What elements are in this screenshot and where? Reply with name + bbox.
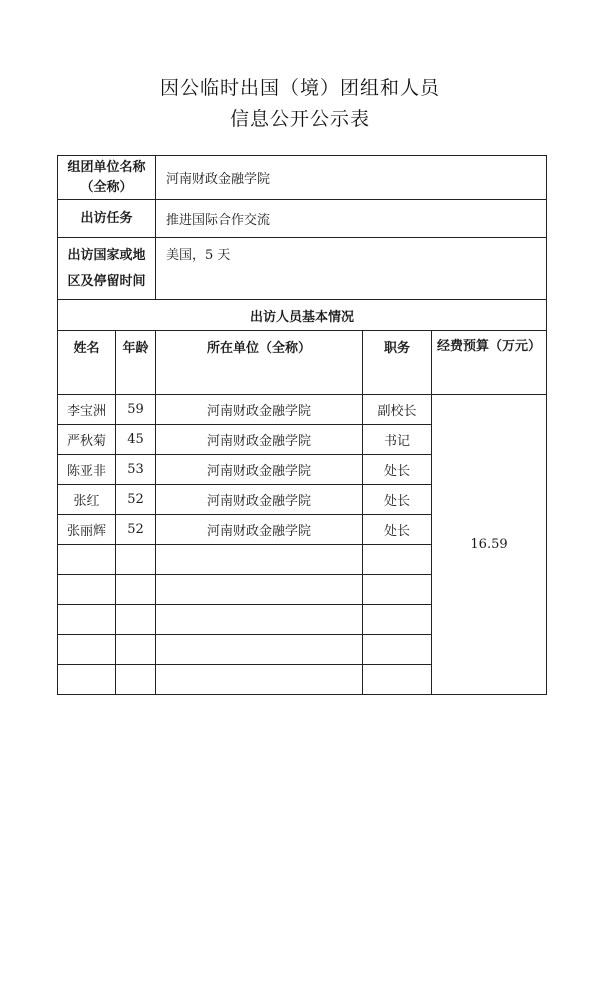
row-column-headers — [58, 331, 547, 395]
member-unit: 河南财政金融学院 — [156, 395, 363, 425]
info-table — [57, 155, 547, 695]
task-label: 出访任务 — [58, 200, 156, 238]
col-header-position: 职务 — [363, 331, 432, 395]
member-age: 59 — [116, 395, 156, 425]
member-name: 陈亚非 — [58, 455, 116, 485]
member-age: 53 — [116, 455, 156, 485]
member-unit: 河南财政金融学院 — [156, 515, 363, 545]
member-position: 处长 — [363, 455, 432, 485]
member-unit: 河南财政金融学院 — [156, 455, 363, 485]
col-header-budget: 经费预算（万元） — [432, 331, 547, 395]
task-value: 推进国际合作交流 — [156, 200, 547, 238]
member-age: 52 — [116, 485, 156, 515]
row-unit — [58, 156, 547, 200]
member-unit: 河南财政金融学院 — [156, 425, 363, 455]
member-name: 李宝洲 — [58, 395, 116, 425]
member-position: 书记 — [363, 425, 432, 455]
member-position: 副校长 — [363, 395, 432, 425]
document-title-line1: 因公临时出国（境）团组和人员 — [159, 77, 440, 99]
member-position: 处长 — [363, 515, 432, 545]
unit-value: 河南财政金融学院 — [156, 156, 547, 200]
member-age: 52 — [116, 515, 156, 545]
unit-label: 组团单位名称（全称） — [58, 156, 156, 200]
member-position: 处长 — [363, 485, 432, 515]
country-value: 美国，5 天 — [156, 238, 547, 300]
country-label: 出访国家或地区及停留时间 — [58, 238, 156, 300]
document-title-line2: 信息公开公示表 — [229, 108, 370, 130]
member-name: 张红 — [58, 485, 116, 515]
col-header-unit: 所在单位（全称） — [156, 331, 363, 395]
col-header-name: 姓名 — [58, 331, 116, 395]
member-age: 45 — [116, 425, 156, 455]
budget-value: 16.59 — [432, 395, 547, 695]
section-title: 出访人员基本情况 — [58, 300, 547, 331]
row-section-title — [58, 300, 547, 331]
member-unit: 河南财政金融学院 — [156, 485, 363, 515]
row-task — [58, 200, 547, 238]
table-row — [58, 395, 547, 425]
row-country — [58, 238, 547, 300]
member-name: 张丽辉 — [58, 515, 116, 545]
col-header-age: 年龄 — [116, 331, 156, 395]
member-name: 严秋菊 — [58, 425, 116, 455]
